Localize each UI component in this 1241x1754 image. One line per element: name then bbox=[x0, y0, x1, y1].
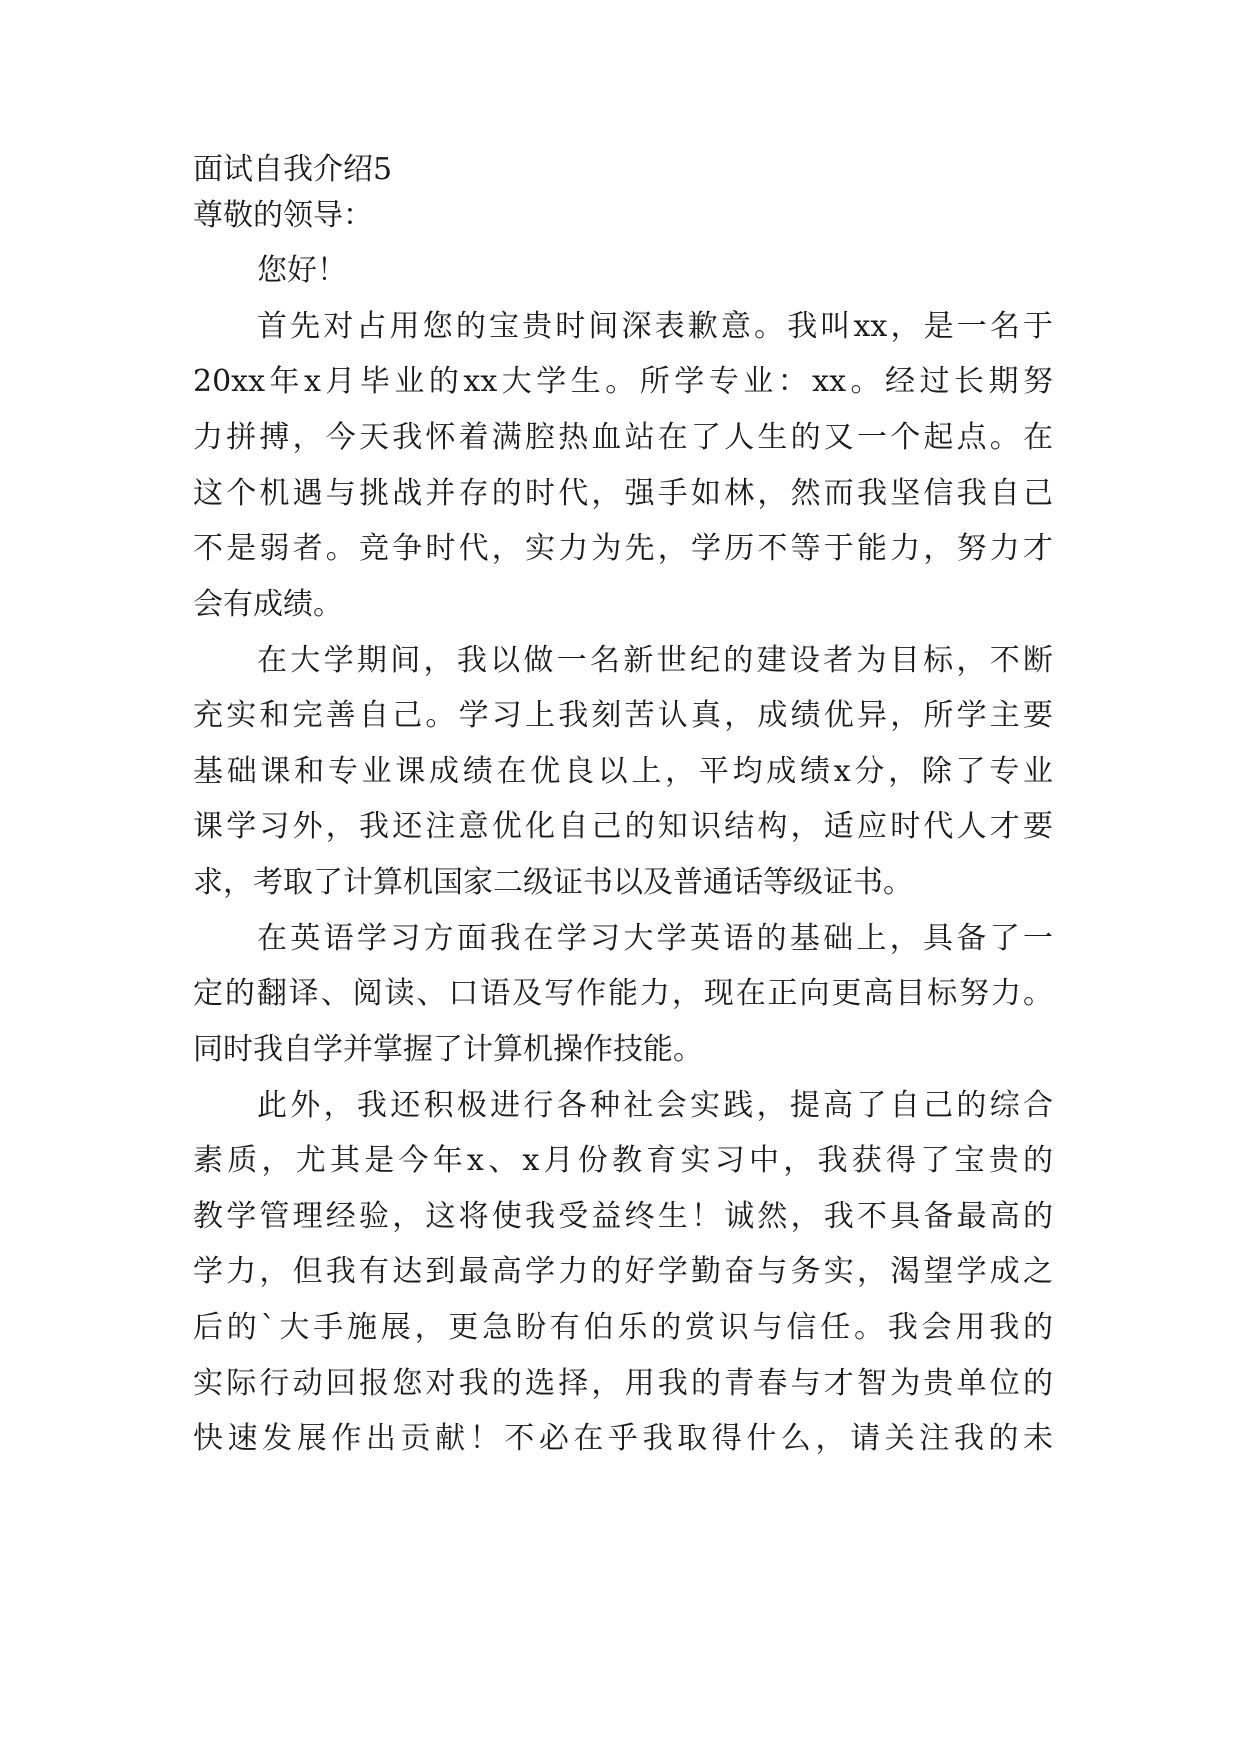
paragraph-line: 快速发展作出贡献！不必在乎我取得什么，请关注我的未 bbox=[193, 1421, 1053, 1456]
paragraph-line: 定的翻译、阅读、口语及写作能力，现在正向更高目标努力。 bbox=[193, 976, 1053, 1011]
paragraph-line: 同时我自学并掌握了计算机操作技能。 bbox=[193, 1032, 703, 1067]
paragraph-line: 素质，尤其是今年x、x月份教育实习中，我获得了宝贵的 bbox=[193, 1143, 1053, 1178]
paragraph-line: 教学管理经验，这将使我受益终生！诚然，我不具备最高的 bbox=[193, 1199, 1053, 1234]
paragraph-line: 课学习外，我还注意优化自己的知识结构，适应时代人才要 bbox=[193, 809, 1053, 844]
paragraph-line: 您好！ bbox=[257, 253, 347, 288]
greeting: 尊敬的领导： bbox=[193, 198, 373, 233]
paragraph-line: 学力，但我有达到最高学力的好学勤奋与务实，渴望学成之 bbox=[193, 1254, 1053, 1289]
paragraph-line: 求，考取了计算机国家二级证书以及普通话等级证书。 bbox=[193, 865, 913, 900]
paragraph-line: 在英语学习方面我在学习大学英语的基础上，具备了一 bbox=[257, 921, 1053, 956]
paragraph-line: 在大学期间，我以做一名新世纪的建设者为目标，不断 bbox=[257, 643, 1053, 678]
paragraph-line: 这个机遇与挑战并存的时代，强手如林，然而我坚信我自己 bbox=[193, 476, 1053, 511]
paragraph-line: 会有成绩。 bbox=[193, 587, 343, 622]
paragraph-line: 实际行动回报您对我的选择，用我的青春与才智为贵单位的 bbox=[193, 1366, 1053, 1401]
paragraph-line: 不是弱者。竞争时代，实力为先，学历不等于能力，努力才 bbox=[193, 531, 1053, 566]
paragraph-line: 后的`大手施展，更急盼有伯乐的赏识与信任。我会用我的 bbox=[193, 1310, 1053, 1345]
paragraph-line: 此外，我还积极进行各种社会实践，提高了自己的综合 bbox=[257, 1088, 1053, 1123]
paragraph-line: 充实和完善自己。学习上我刻苦认真，成绩优异，所学主要 bbox=[193, 698, 1053, 733]
paragraph-line: 基础课和专业课成绩在优良以上，平均成绩x分，除了专业 bbox=[193, 754, 1053, 789]
paragraph-line: 首先对占用您的宝贵时间深表歉意。我叫xx，是一名于 bbox=[257, 309, 1053, 344]
paragraph-line: 力拼搏，今天我怀着满腔热血站在了人生的又一个起点。在 bbox=[193, 420, 1053, 455]
paragraph-line: 20xx年x月毕业的xx大学生。所学专业：xx。经过长期努 bbox=[193, 364, 1053, 399]
document-title: 面试自我介绍5 bbox=[193, 152, 393, 187]
